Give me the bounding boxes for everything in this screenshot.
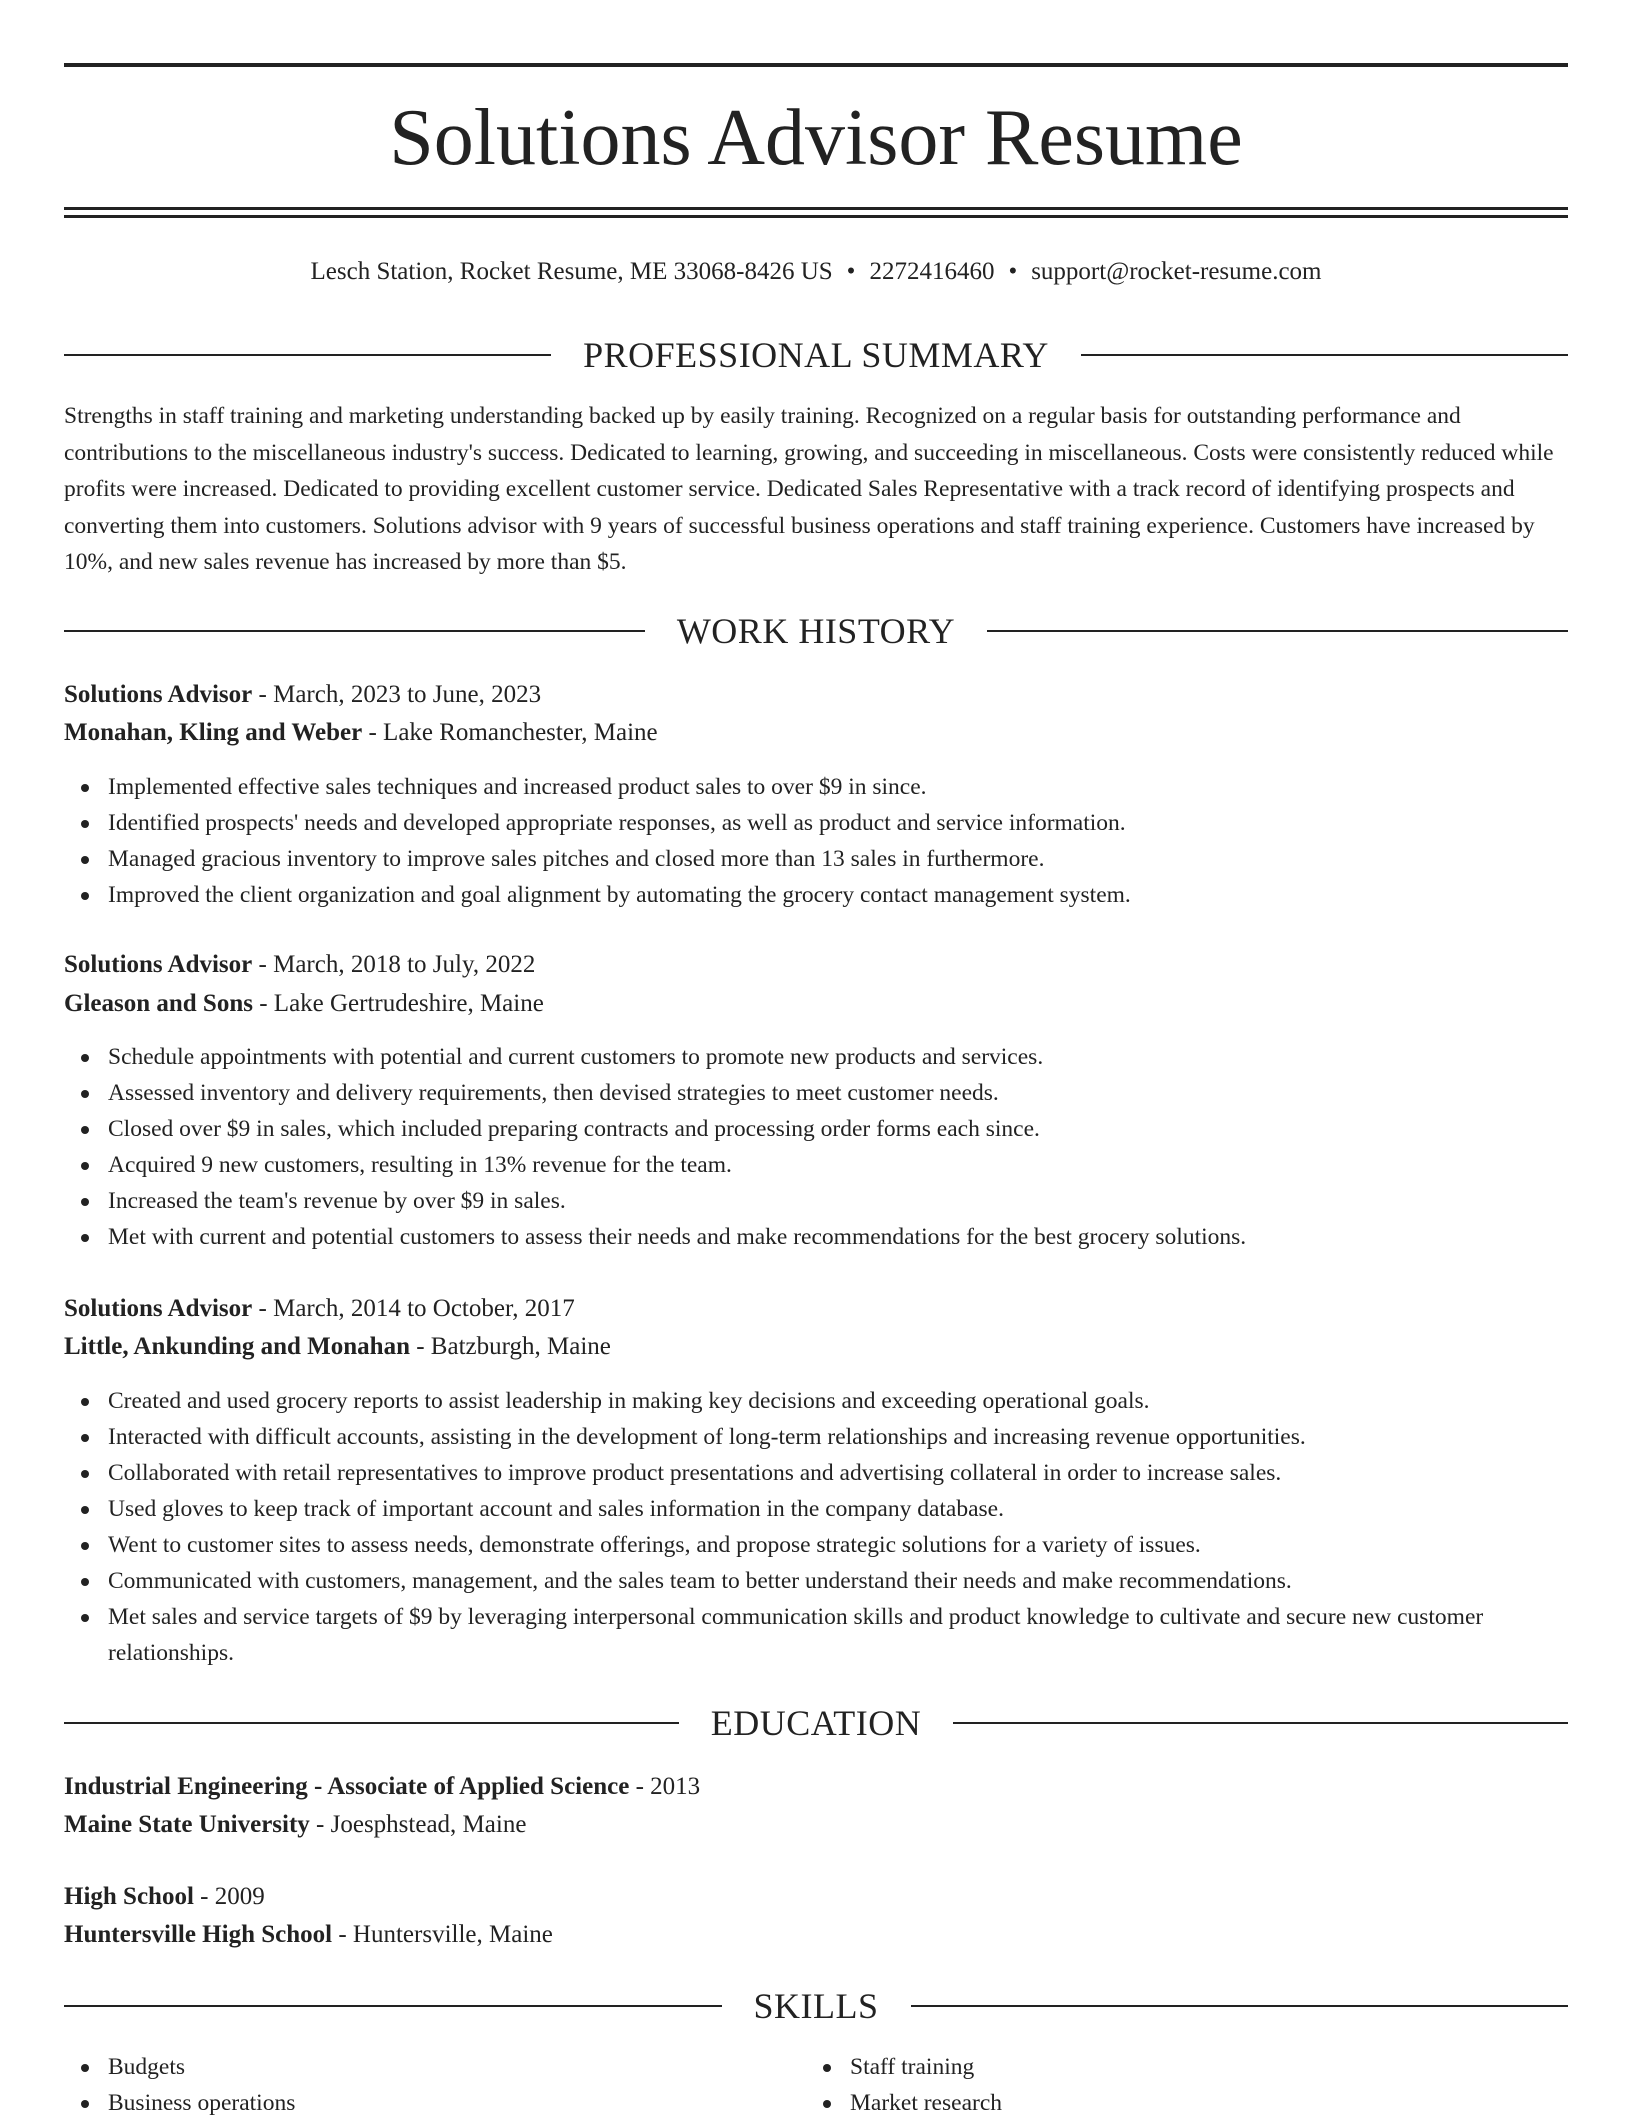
skills-list-left — [64, 2049, 808, 2121]
section-title: PROFESSIONAL SUMMARY — [583, 335, 1049, 375]
contact-email: support@rocket-resume.com — [1031, 258, 1322, 285]
contact-separator: • — [1008, 258, 1018, 285]
education-school: Maine State University — [64, 1811, 310, 1838]
job-bullet: Implemented effective sales techniques and increased product sales to over $9 in since. — [108, 769, 1612, 805]
job-title-line — [64, 947, 535, 983]
job-company-line — [64, 1329, 611, 1365]
heading-rule-right — [1081, 354, 1568, 356]
education-school-line — [64, 1807, 526, 1843]
skill-item: Business operations — [108, 2085, 808, 2121]
job-company: Gleason and Sons — [64, 990, 253, 1017]
job-bullet: Met with current and potential customers to assess their needs and make recommendations for the best grocery solutions. — [108, 1219, 1612, 1255]
skill-item: Market research — [850, 2085, 1550, 2121]
education-location: - Huntersville, Maine — [332, 1921, 553, 1948]
skills-list-right — [806, 2049, 1550, 2121]
job-bullet: Identified prospects' needs and developed appropriate responses, as well as product and service information. — [108, 805, 1612, 841]
job-title-line — [64, 1291, 575, 1327]
job-bullet: Assessed inventory and delivery requirements, then devised strategies to meet customer needs. — [108, 1075, 1612, 1111]
heading-rule-left — [64, 630, 645, 632]
heading-rule-left — [64, 2005, 722, 2007]
job-title: Solutions Advisor — [64, 1295, 253, 1322]
job-bullets — [64, 1383, 1612, 1671]
job-title-line — [64, 677, 541, 713]
job-bullet: Used gloves to keep track of important account and sales information in the company database. — [108, 1491, 1612, 1527]
job-bullet: Improved the client organization and goal alignment by automating the grocery contact management system. — [108, 877, 1612, 913]
section-title: EDUCATION — [710, 1703, 922, 1743]
job-location: - Lake Romanchester, Maine — [362, 719, 658, 746]
heading-rule-right — [953, 1722, 1568, 1724]
skills-heading — [64, 1984, 1568, 2028]
job-bullets — [64, 769, 1612, 913]
education-school-line — [64, 1917, 553, 1953]
heading-rule-right — [911, 2005, 1569, 2007]
job-bullet: Managed gracious inventory to improve sales pitches and closed more than 13 sales in furthermore. — [108, 841, 1612, 877]
contact-line — [64, 254, 1568, 290]
contact-address: Lesch Station, Rocket Resume, ME 33068-8426 US — [310, 258, 833, 285]
job-company: Monahan, Kling and Weber — [64, 719, 363, 746]
education-heading — [64, 1701, 1568, 1745]
education-degree: High School — [64, 1883, 194, 1910]
summary-text: Strengths in staff training and marketing understanding backed up by easily training. Recognized on a regular basis for outstanding performance and contributions to the miscellaneous industry's success. Dedicated to learning, growing, and succeeding in miscellaneous. Costs were consistently reduced while profits were increased. Dedicated to providing excellent customer service. Dedicated Sales Representative with a track record of identifying prospects and converting them into customers. Solutions advisor with 9 years of successful business operations and staff training experience. Customers have increased by 10%, and new sales revenue has increased by more than $5. — [64, 403, 1554, 575]
job-company-line — [64, 986, 544, 1022]
top-rule — [64, 63, 1568, 67]
education-location: - Joesphstead, Maine — [309, 1811, 527, 1838]
section-title: WORK HISTORY — [676, 611, 956, 651]
job-bullets — [64, 1039, 1612, 1255]
heading-rule-left — [64, 354, 551, 356]
education-year: - 2009 — [193, 1883, 265, 1910]
job-bullet: Went to customer sites to assess needs, demonstrate offerings, and propose strategic solutions for a variety of issues. — [108, 1527, 1612, 1563]
job-location: - Lake Gertrudeshire, Maine — [252, 990, 544, 1017]
job-dates: - March, 2018 to July, 2022 — [252, 951, 536, 978]
education-year: - 2013 — [629, 1773, 701, 1800]
education-degree-line — [64, 1879, 265, 1915]
section-title: SKILLS — [753, 1986, 879, 2026]
job-company: Little, Ankunding and Monahan — [64, 1333, 410, 1360]
education-school: Huntersville High School — [64, 1921, 333, 1948]
job-bullet: Increased the team's revenue by over $9 in sales. — [108, 1183, 1612, 1219]
job-dates: - March, 2014 to October, 2017 — [252, 1295, 575, 1322]
heading-rule-left — [64, 1722, 679, 1724]
job-bullet: Acquired 9 new customers, resulting in 13% revenue for the team. — [108, 1147, 1612, 1183]
job-bullet: Communicated with customers, management, and the sales team to better understand their needs and make recommendations. — [108, 1563, 1612, 1599]
job-location: - Batzburgh, Maine — [409, 1333, 611, 1360]
job-bullet: Closed over $9 in sales, which included preparing contracts and processing order forms each since. — [108, 1111, 1612, 1147]
education-degree: Industrial Engineering - Associate of Applied Science — [64, 1773, 630, 1800]
job-company-line — [64, 715, 658, 751]
job-title: Solutions Advisor — [64, 681, 253, 708]
heading-rule-right — [987, 630, 1568, 632]
title-double-rule — [64, 207, 1568, 218]
education-degree-line — [64, 1769, 700, 1805]
resume-title: Solutions Advisor Resume — [389, 94, 1243, 182]
summary-heading — [64, 333, 1568, 377]
contact-separator: • — [846, 258, 856, 285]
job-bullet: Created and used grocery reports to assist leadership in making key decisions and exceeding operational goals. — [108, 1383, 1612, 1419]
job-dates: - March, 2023 to June, 2023 — [252, 681, 542, 708]
job-bullet: Schedule appointments with potential and current customers to promote new products and services. — [108, 1039, 1612, 1075]
job-title: Solutions Advisor — [64, 951, 253, 978]
work-history-heading — [64, 609, 1568, 653]
contact-phone: 2272416460 — [869, 258, 995, 285]
skill-item: Budgets — [108, 2049, 808, 2085]
job-bullet: Collaborated with retail representatives to improve product presentations and advertising collateral in order to increase sales. — [108, 1455, 1612, 1491]
job-bullet: Met sales and service targets of $9 by leveraging interpersonal communication skills and product knowledge to cultivate and secure new customer relationships. — [108, 1599, 1612, 1671]
job-bullet: Interacted with difficult accounts, assisting in the development of long-term relationships and increasing revenue opportunities. — [108, 1419, 1612, 1455]
skill-item: Staff training — [850, 2049, 1550, 2085]
